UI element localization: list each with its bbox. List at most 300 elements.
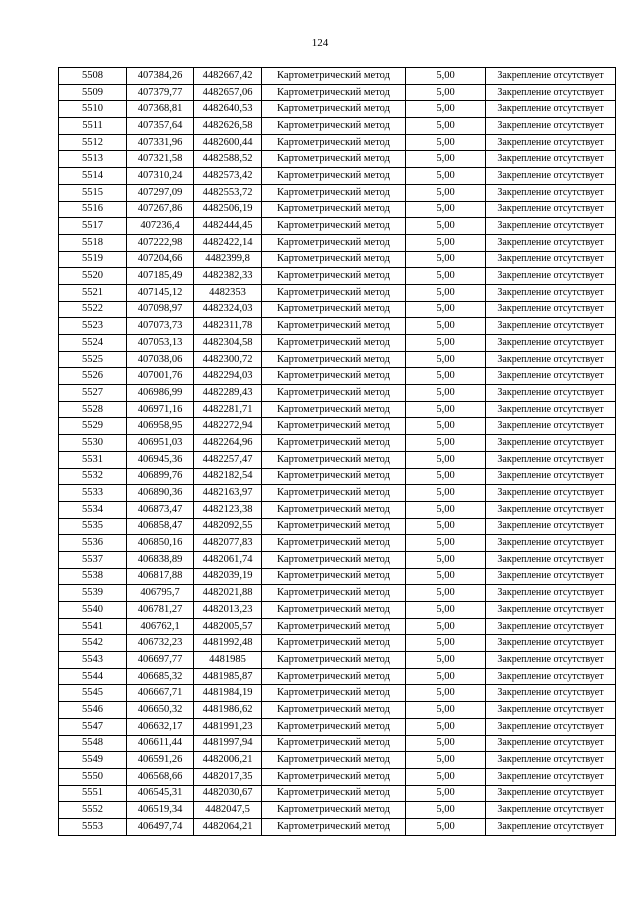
x-coordinate-cell: 406838,89	[127, 551, 194, 568]
method-cell: Картометрический метод	[262, 618, 406, 635]
accuracy-cell: 5,00	[406, 234, 486, 251]
accuracy-cell: 5,00	[406, 435, 486, 452]
point-number-cell: 5527	[59, 385, 127, 402]
y-coordinate-cell: 4482047,5	[194, 802, 262, 819]
accuracy-cell: 5,00	[406, 451, 486, 468]
y-coordinate-cell: 4482123,38	[194, 501, 262, 518]
accuracy-cell: 5,00	[406, 301, 486, 318]
accuracy-cell: 5,00	[406, 184, 486, 201]
table-row	[59, 485, 616, 502]
method-cell: Картометрический метод	[262, 168, 406, 185]
fixing-description-cell: Закрепление отсутствует	[486, 785, 616, 802]
y-coordinate-cell: 4482600,44	[194, 134, 262, 151]
y-coordinate-cell: 4482353	[194, 284, 262, 301]
x-coordinate-cell: 406732,23	[127, 635, 194, 652]
y-coordinate-cell: 4482006,21	[194, 752, 262, 769]
fixing-description-cell: Закрепление отсутствует	[486, 84, 616, 101]
x-coordinate-cell: 406685,32	[127, 668, 194, 685]
fixing-description-cell: Закрепление отсутствует	[486, 501, 616, 518]
y-coordinate-cell: 4482289,43	[194, 385, 262, 402]
point-number-cell: 5539	[59, 585, 127, 602]
x-coordinate-cell: 406697,77	[127, 652, 194, 669]
fixing-description-cell: Закрепление отсутствует	[486, 735, 616, 752]
method-cell: Картометрический метод	[262, 151, 406, 168]
accuracy-cell: 5,00	[406, 685, 486, 702]
method-cell: Картометрический метод	[262, 752, 406, 769]
table-row	[59, 201, 616, 218]
accuracy-cell: 5,00	[406, 718, 486, 735]
table-row	[59, 535, 616, 552]
x-coordinate-cell: 406986,99	[127, 385, 194, 402]
method-cell: Картометрический метод	[262, 785, 406, 802]
fixing-description-cell: Закрепление отсутствует	[486, 68, 616, 85]
y-coordinate-cell: 4482300,72	[194, 351, 262, 368]
accuracy-cell: 5,00	[406, 201, 486, 218]
point-number-cell: 5553	[59, 818, 127, 835]
point-number-cell: 5534	[59, 501, 127, 518]
y-coordinate-cell: 4482163,97	[194, 485, 262, 502]
fixing-description-cell: Закрепление отсутствует	[486, 284, 616, 301]
point-number-cell: 5525	[59, 351, 127, 368]
y-coordinate-cell: 4482382,33	[194, 268, 262, 285]
y-coordinate-cell: 4481992,48	[194, 635, 262, 652]
fixing-description-cell: Закрепление отсутствует	[486, 568, 616, 585]
point-number-cell: 5508	[59, 68, 127, 85]
point-number-cell: 5510	[59, 101, 127, 118]
method-cell: Картометрический метод	[262, 68, 406, 85]
x-coordinate-cell: 406545,31	[127, 785, 194, 802]
y-coordinate-cell: 4482444,45	[194, 218, 262, 235]
table-row	[59, 668, 616, 685]
accuracy-cell: 5,00	[406, 668, 486, 685]
x-coordinate-cell: 406817,88	[127, 568, 194, 585]
fixing-description-cell: Закрепление отсутствует	[486, 268, 616, 285]
x-coordinate-cell: 406762,1	[127, 618, 194, 635]
x-coordinate-cell: 407038,06	[127, 351, 194, 368]
table-row	[59, 151, 616, 168]
x-coordinate-cell: 406971,16	[127, 401, 194, 418]
fixing-description-cell: Закрепление отсутствует	[486, 818, 616, 835]
accuracy-cell: 5,00	[406, 485, 486, 502]
fixing-description-cell: Закрепление отсутствует	[486, 101, 616, 118]
y-coordinate-cell: 4482030,67	[194, 785, 262, 802]
point-number-cell: 5547	[59, 718, 127, 735]
x-coordinate-cell: 407331,96	[127, 134, 194, 151]
fixing-description-cell: Закрепление отсутствует	[486, 368, 616, 385]
fixing-description-cell: Закрепление отсутствует	[486, 251, 616, 268]
table-row	[59, 251, 616, 268]
method-cell: Картометрический метод	[262, 802, 406, 819]
fixing-description-cell: Закрепление отсутствует	[486, 451, 616, 468]
method-cell: Картометрический метод	[262, 635, 406, 652]
x-coordinate-cell: 406650,32	[127, 702, 194, 719]
x-coordinate-cell: 406632,17	[127, 718, 194, 735]
y-coordinate-cell: 4481991,23	[194, 718, 262, 735]
table-row	[59, 518, 616, 535]
x-coordinate-cell: 406591,26	[127, 752, 194, 769]
accuracy-cell: 5,00	[406, 585, 486, 602]
y-coordinate-cell: 4482573,42	[194, 168, 262, 185]
table-row	[59, 234, 616, 251]
method-cell: Картометрический метод	[262, 234, 406, 251]
table-row	[59, 451, 616, 468]
y-coordinate-cell: 4482657,06	[194, 84, 262, 101]
fixing-description-cell: Закрепление отсутствует	[486, 635, 616, 652]
x-coordinate-cell: 406795,7	[127, 585, 194, 602]
point-number-cell: 5531	[59, 451, 127, 468]
y-coordinate-cell: 4482422,14	[194, 234, 262, 251]
method-cell: Картометрический метод	[262, 218, 406, 235]
fixing-description-cell: Закрепление отсутствует	[486, 401, 616, 418]
method-cell: Картометрический метод	[262, 702, 406, 719]
fixing-description-cell: Закрепление отсутствует	[486, 602, 616, 619]
fixing-description-cell: Закрепление отсутствует	[486, 151, 616, 168]
accuracy-cell: 5,00	[406, 418, 486, 435]
method-cell: Картометрический метод	[262, 652, 406, 669]
x-coordinate-cell: 406899,76	[127, 468, 194, 485]
table-row	[59, 735, 616, 752]
accuracy-cell: 5,00	[406, 101, 486, 118]
y-coordinate-cell: 4482264,96	[194, 435, 262, 452]
point-number-cell: 5551	[59, 785, 127, 802]
table-row	[59, 385, 616, 402]
point-number-cell: 5542	[59, 635, 127, 652]
point-number-cell: 5524	[59, 335, 127, 352]
point-number-cell: 5516	[59, 201, 127, 218]
accuracy-cell: 5,00	[406, 151, 486, 168]
table-row	[59, 101, 616, 118]
y-coordinate-cell: 4482281,71	[194, 401, 262, 418]
fixing-description-cell: Закрепление отсутствует	[486, 234, 616, 251]
accuracy-cell: 5,00	[406, 602, 486, 619]
y-coordinate-cell: 4481997,94	[194, 735, 262, 752]
point-number-cell: 5533	[59, 485, 127, 502]
x-coordinate-cell: 406958,95	[127, 418, 194, 435]
y-coordinate-cell: 4482257,47	[194, 451, 262, 468]
fixing-description-cell: Закрепление отсутствует	[486, 518, 616, 535]
x-coordinate-cell: 407145,12	[127, 284, 194, 301]
x-coordinate-cell: 406858,47	[127, 518, 194, 535]
page-number: 124	[311, 37, 329, 49]
fixing-description-cell: Закрепление отсутствует	[486, 618, 616, 635]
x-coordinate-cell: 407236,4	[127, 218, 194, 235]
y-coordinate-cell: 4482311,78	[194, 318, 262, 335]
x-coordinate-cell: 406667,71	[127, 685, 194, 702]
table-row	[59, 368, 616, 385]
table-row	[59, 168, 616, 185]
method-cell: Картометрический метод	[262, 435, 406, 452]
fixing-description-cell: Закрепление отсутствует	[486, 385, 616, 402]
method-cell: Картометрический метод	[262, 401, 406, 418]
x-coordinate-cell: 407073,73	[127, 318, 194, 335]
point-number-cell: 5513	[59, 151, 127, 168]
y-coordinate-cell: 4482588,52	[194, 151, 262, 168]
method-cell: Картометрический метод	[262, 385, 406, 402]
accuracy-cell: 5,00	[406, 134, 486, 151]
point-number-cell: 5536	[59, 535, 127, 552]
table-body	[59, 68, 616, 836]
point-number-cell: 5509	[59, 84, 127, 101]
fixing-description-cell: Закрепление отсутствует	[486, 118, 616, 135]
point-number-cell: 5538	[59, 568, 127, 585]
y-coordinate-cell: 4482013,23	[194, 602, 262, 619]
x-coordinate-cell: 406873,47	[127, 501, 194, 518]
fixing-description-cell: Закрепление отсутствует	[486, 168, 616, 185]
point-number-cell: 5519	[59, 251, 127, 268]
method-cell: Картометрический метод	[262, 468, 406, 485]
method-cell: Картометрический метод	[262, 818, 406, 835]
method-cell: Картометрический метод	[262, 501, 406, 518]
method-cell: Картометрический метод	[262, 551, 406, 568]
x-coordinate-cell: 407321,58	[127, 151, 194, 168]
x-coordinate-cell: 407297,09	[127, 184, 194, 201]
method-cell: Картометрический метод	[262, 418, 406, 435]
x-coordinate-cell: 406850,16	[127, 535, 194, 552]
accuracy-cell: 5,00	[406, 635, 486, 652]
table-row	[59, 118, 616, 135]
accuracy-cell: 5,00	[406, 785, 486, 802]
x-coordinate-cell: 406568,66	[127, 768, 194, 785]
method-cell: Картометрический метод	[262, 735, 406, 752]
y-coordinate-cell: 4482017,35	[194, 768, 262, 785]
x-coordinate-cell: 407384,26	[127, 68, 194, 85]
x-coordinate-cell: 407098,97	[127, 301, 194, 318]
fixing-description-cell: Закрепление отсутствует	[486, 201, 616, 218]
y-coordinate-cell: 4482021,88	[194, 585, 262, 602]
accuracy-cell: 5,00	[406, 501, 486, 518]
table-row	[59, 184, 616, 201]
fixing-description-cell: Закрепление отсутствует	[486, 668, 616, 685]
fixing-description-cell: Закрепление отсутствует	[486, 768, 616, 785]
y-coordinate-cell: 4482182,54	[194, 468, 262, 485]
fixing-description-cell: Закрепление отсутствует	[486, 752, 616, 769]
table-row	[59, 335, 616, 352]
table-row	[59, 468, 616, 485]
x-coordinate-cell: 407222,98	[127, 234, 194, 251]
accuracy-cell: 5,00	[406, 768, 486, 785]
point-number-cell: 5526	[59, 368, 127, 385]
point-number-cell: 5535	[59, 518, 127, 535]
accuracy-cell: 5,00	[406, 385, 486, 402]
accuracy-cell: 5,00	[406, 84, 486, 101]
accuracy-cell: 5,00	[406, 468, 486, 485]
accuracy-cell: 5,00	[406, 735, 486, 752]
fixing-description-cell: Закрепление отсутствует	[486, 351, 616, 368]
point-number-cell: 5511	[59, 118, 127, 135]
table-row	[59, 818, 616, 835]
table-row	[59, 351, 616, 368]
table-row	[59, 134, 616, 151]
y-coordinate-cell: 4482092,55	[194, 518, 262, 535]
x-coordinate-cell: 406497,74	[127, 818, 194, 835]
point-number-cell: 5529	[59, 418, 127, 435]
accuracy-cell: 5,00	[406, 618, 486, 635]
point-number-cell: 5523	[59, 318, 127, 335]
table-row	[59, 401, 616, 418]
y-coordinate-cell: 4481985,87	[194, 668, 262, 685]
table-row	[59, 618, 616, 635]
y-coordinate-cell: 4481985	[194, 652, 262, 669]
fixing-description-cell: Закрепление отсутствует	[486, 585, 616, 602]
accuracy-cell: 5,00	[406, 218, 486, 235]
y-coordinate-cell: 4482272,94	[194, 418, 262, 435]
method-cell: Картометрический метод	[262, 184, 406, 201]
point-number-cell: 5541	[59, 618, 127, 635]
point-number-cell: 5549	[59, 752, 127, 769]
table-row	[59, 685, 616, 702]
table-row	[59, 435, 616, 452]
fixing-description-cell: Закрепление отсутствует	[486, 535, 616, 552]
y-coordinate-cell: 4482506,19	[194, 201, 262, 218]
y-coordinate-cell: 4482005,57	[194, 618, 262, 635]
point-number-cell: 5528	[59, 401, 127, 418]
method-cell: Картометрический метод	[262, 301, 406, 318]
table-row	[59, 284, 616, 301]
accuracy-cell: 5,00	[406, 251, 486, 268]
accuracy-cell: 5,00	[406, 318, 486, 335]
x-coordinate-cell: 407204,66	[127, 251, 194, 268]
accuracy-cell: 5,00	[406, 401, 486, 418]
table-row	[59, 418, 616, 435]
method-cell: Картометрический метод	[262, 535, 406, 552]
fixing-description-cell: Закрепление отсутствует	[486, 335, 616, 352]
y-coordinate-cell: 4482294,03	[194, 368, 262, 385]
method-cell: Картометрический метод	[262, 351, 406, 368]
fixing-description-cell: Закрепление отсутствует	[486, 301, 616, 318]
y-coordinate-cell: 4481986,62	[194, 702, 262, 719]
y-coordinate-cell: 4482626,58	[194, 118, 262, 135]
accuracy-cell: 5,00	[406, 702, 486, 719]
method-cell: Картометрический метод	[262, 268, 406, 285]
accuracy-cell: 5,00	[406, 518, 486, 535]
accuracy-cell: 5,00	[406, 168, 486, 185]
method-cell: Картометрический метод	[262, 118, 406, 135]
table-row	[59, 551, 616, 568]
fixing-description-cell: Закрепление отсутствует	[486, 652, 616, 669]
method-cell: Картометрический метод	[262, 335, 406, 352]
point-number-cell: 5522	[59, 301, 127, 318]
table-row	[59, 301, 616, 318]
y-coordinate-cell: 4482039,19	[194, 568, 262, 585]
table-row	[59, 702, 616, 719]
accuracy-cell: 5,00	[406, 335, 486, 352]
point-number-cell: 5530	[59, 435, 127, 452]
point-number-cell: 5514	[59, 168, 127, 185]
point-number-cell: 5512	[59, 134, 127, 151]
method-cell: Картометрический метод	[262, 685, 406, 702]
method-cell: Картометрический метод	[262, 451, 406, 468]
x-coordinate-cell: 407357,64	[127, 118, 194, 135]
y-coordinate-cell: 4482304,58	[194, 335, 262, 352]
point-number-cell: 5517	[59, 218, 127, 235]
fixing-description-cell: Закрепление отсутствует	[486, 551, 616, 568]
point-number-cell: 5520	[59, 268, 127, 285]
x-coordinate-cell: 407368,81	[127, 101, 194, 118]
x-coordinate-cell: 407053,13	[127, 335, 194, 352]
point-number-cell: 5537	[59, 551, 127, 568]
x-coordinate-cell: 406781,27	[127, 602, 194, 619]
table-row	[59, 218, 616, 235]
point-number-cell: 5550	[59, 768, 127, 785]
method-cell: Картометрический метод	[262, 368, 406, 385]
method-cell: Картометрический метод	[262, 718, 406, 735]
x-coordinate-cell: 407185,49	[127, 268, 194, 285]
accuracy-cell: 5,00	[406, 535, 486, 552]
x-coordinate-cell: 406519,34	[127, 802, 194, 819]
table-row	[59, 802, 616, 819]
point-number-cell: 5548	[59, 735, 127, 752]
y-coordinate-cell: 4482324,03	[194, 301, 262, 318]
x-coordinate-cell: 406890,36	[127, 485, 194, 502]
point-number-cell: 5518	[59, 234, 127, 251]
point-number-cell: 5521	[59, 284, 127, 301]
point-number-cell: 5532	[59, 468, 127, 485]
method-cell: Картометрический метод	[262, 84, 406, 101]
table-row	[59, 585, 616, 602]
method-cell: Картометрический метод	[262, 318, 406, 335]
accuracy-cell: 5,00	[406, 268, 486, 285]
point-number-cell: 5515	[59, 184, 127, 201]
method-cell: Картометрический метод	[262, 568, 406, 585]
point-number-cell: 5543	[59, 652, 127, 669]
y-coordinate-cell: 4482553,72	[194, 184, 262, 201]
method-cell: Картометрический метод	[262, 668, 406, 685]
y-coordinate-cell: 4482061,74	[194, 551, 262, 568]
x-coordinate-cell: 407379,77	[127, 84, 194, 101]
point-number-cell: 5540	[59, 602, 127, 619]
fixing-description-cell: Закрепление отсутствует	[486, 702, 616, 719]
method-cell: Картометрический метод	[262, 284, 406, 301]
fixing-description-cell: Закрепление отсутствует	[486, 802, 616, 819]
point-number-cell: 5546	[59, 702, 127, 719]
table-row	[59, 752, 616, 769]
fixing-description-cell: Закрепление отсутствует	[486, 685, 616, 702]
point-number-cell: 5545	[59, 685, 127, 702]
method-cell: Картометрический метод	[262, 602, 406, 619]
accuracy-cell: 5,00	[406, 568, 486, 585]
method-cell: Картометрический метод	[262, 134, 406, 151]
fixing-description-cell: Закрепление отсутствует	[486, 435, 616, 452]
table-row	[59, 602, 616, 619]
table-row	[59, 501, 616, 518]
x-coordinate-cell: 406945,36	[127, 451, 194, 468]
fixing-description-cell: Закрепление отсутствует	[486, 184, 616, 201]
table-row	[59, 568, 616, 585]
fixing-description-cell: Закрепление отсутствует	[486, 468, 616, 485]
table-row	[59, 68, 616, 85]
method-cell: Картометрический метод	[262, 101, 406, 118]
method-cell: Картометрический метод	[262, 251, 406, 268]
accuracy-cell: 5,00	[406, 118, 486, 135]
table-row	[59, 768, 616, 785]
method-cell: Картометрический метод	[262, 201, 406, 218]
accuracy-cell: 5,00	[406, 368, 486, 385]
method-cell: Картометрический метод	[262, 518, 406, 535]
y-coordinate-cell: 4482399,8	[194, 251, 262, 268]
point-number-cell: 5552	[59, 802, 127, 819]
table-row	[59, 785, 616, 802]
fixing-description-cell: Закрепление отсутствует	[486, 134, 616, 151]
table-row	[59, 652, 616, 669]
x-coordinate-cell: 406951,03	[127, 435, 194, 452]
table-row	[59, 268, 616, 285]
fixing-description-cell: Закрепление отсутствует	[486, 718, 616, 735]
fixing-description-cell: Закрепление отсутствует	[486, 218, 616, 235]
table-row	[59, 718, 616, 735]
method-cell: Картометрический метод	[262, 485, 406, 502]
y-coordinate-cell: 4482064,21	[194, 818, 262, 835]
table-row	[59, 84, 616, 101]
